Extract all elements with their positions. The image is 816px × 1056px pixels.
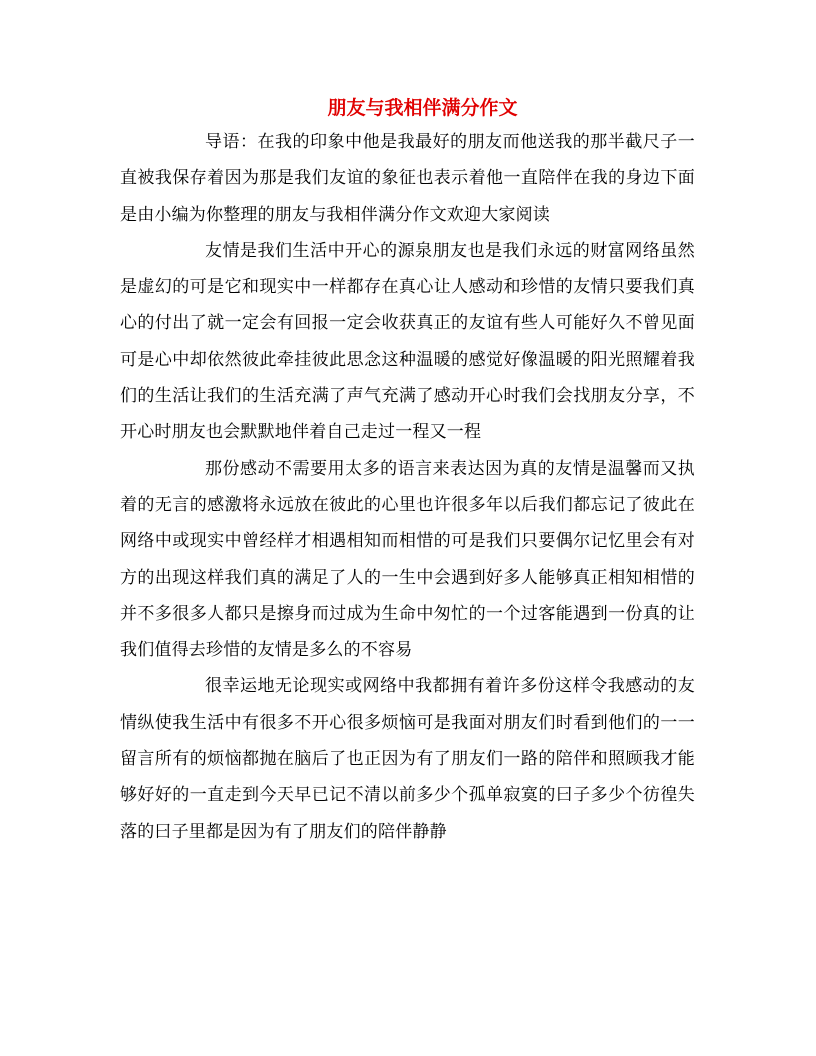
paragraph-1: 友情是我们生活中开心的源泉朋友也是我们永远的财富网络虽然是虚幻的可是它和现实中一样都存在真心让人感动和珍惜的友情只要我们真心的付出了就一定会有回报一定会收获真正的友谊有些人可能好久不曾见面可是心中却依然彼此牵挂彼此思念这种温暖的感觉好像温暖的阳光照耀着我们的生活让我们的生活充满了声气充满了感动开心时我们会找朋友分享，不开心时朋友也会默默地伴着自己走过一程又一程 — [120, 240, 695, 443]
page-title: 朋友与我相伴满分作文 — [327, 97, 518, 119]
paragraph-2: 那份感动不需要用太多的语言来表达因为真的友情是温馨而又执着的无言的感激将永远放在彼此的心里也许很多年以后我们都忘记了彼此在网络中或现实中曾经样才相遇相知而相惜的可是我们只要偶尔记忆里会有对方的出现这样我们真的满足了人的一生中会遇到好多人能够真正相知相惜的并不多很多人都只是擦身而过成为生命中匆忙的一个过客能遇到一份真的让我们值得去珍惜的友情是多么的不容易 — [120, 458, 695, 661]
paragraph-intro: 导语：在我的印象中他是我最好的朋友而他送我的那半截尺子一直被我保存着因为那是我们友谊的象征也表示着他一直陪伴在我的身边下面是由小编为你整理的朋友与我相伴满分作文欢迎大家阅读 — [120, 132, 695, 225]
document-page — [120, 94, 695, 850]
paragraph-3: 很幸运地无论现实或网络中我都拥有着许多份这样令我感动的友情纵使我生活中有很多不开心很多烦恼可是我面对朋友们时看到他们的一一留言所有的烦恼都抛在脑后了也正因为有了朋友们一路的陪伴和照顾我才能够好好的一直走到今天早已记不清以前多少个孤单寂寞的曰子多少个彷徨失落的曰子里都是因为有了朋友们的陪伴静静 — [120, 676, 695, 842]
